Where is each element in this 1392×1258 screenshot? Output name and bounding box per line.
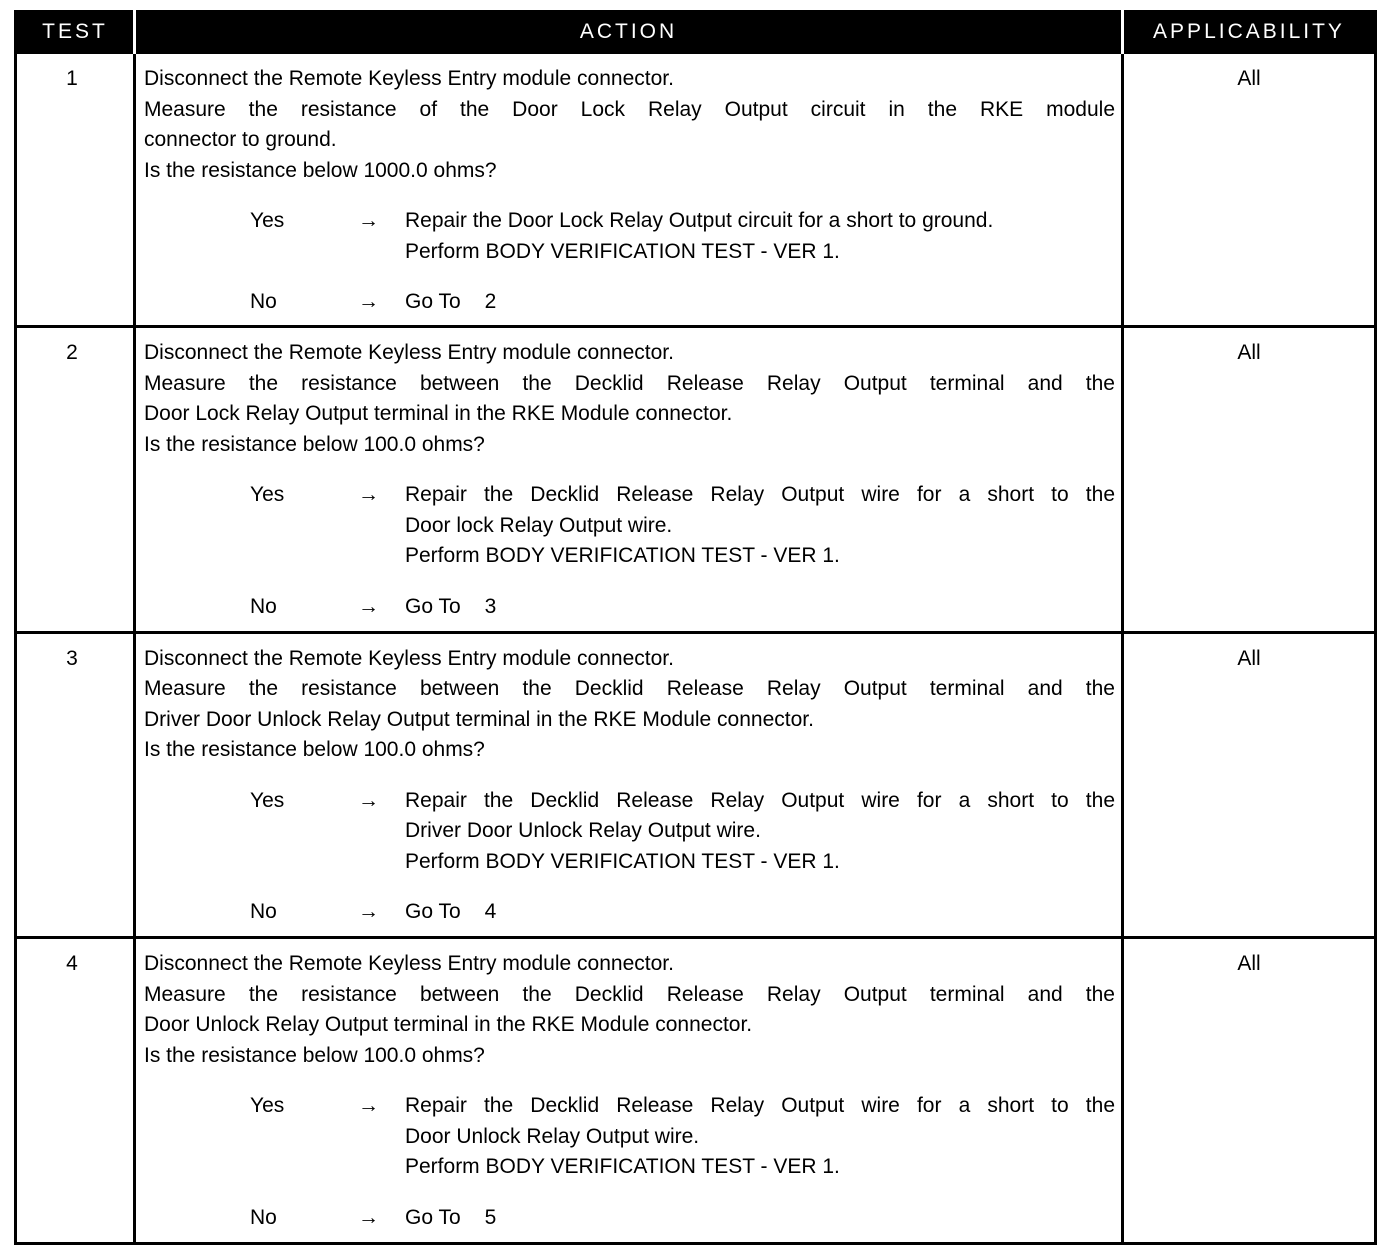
- action-line: Measure the resistance of the Door Lock Relay Output circuit in the RKE module: [144, 97, 1115, 121]
- yes-result: [405, 480, 1115, 572]
- action-line: Measure the resistance between the Decklid Release Relay Output terminal and the: [144, 677, 1115, 701]
- no-result: [405, 592, 1115, 623]
- result-line: Repair the Decklid Release Relay Output wire for a short to the: [405, 788, 1115, 812]
- result-line: Perform BODY VERIFICATION TEST - VER 1.: [405, 849, 840, 873]
- goto-label: Go To: [405, 594, 461, 618]
- action-line: Measure the resistance between the Decklid Release Relay Output terminal and the: [144, 982, 1115, 1006]
- no-outcome: [144, 592, 1115, 623]
- right-arrow-icon: →: [358, 594, 379, 618]
- action-instructions: [144, 338, 1115, 460]
- yes-outcome: [144, 480, 1115, 572]
- result-line: Repair the Door Lock Relay Output circuit for a short to ground.: [405, 209, 994, 232]
- table-row: [16, 938, 1376, 1244]
- right-arrow-icon: →: [358, 209, 379, 232]
- right-arrow-icon: →: [358, 1094, 379, 1118]
- yes-label: Yes: [250, 483, 285, 507]
- yes-label: Yes: [250, 209, 285, 232]
- action-instructions: [144, 64, 1115, 186]
- action-line: connector to ground.: [144, 128, 337, 151]
- header-test: TEST: [42, 20, 108, 43]
- action-instructions: [144, 949, 1115, 1071]
- yes-outcome: [144, 1091, 1115, 1183]
- result-line: Driver Door Unlock Relay Output wire.: [405, 819, 761, 843]
- action-line: Disconnect the Remote Keyless Entry module connector.: [144, 646, 674, 670]
- goto-number: 3: [484, 594, 497, 618]
- table-row: [16, 327, 1376, 633]
- action-question: Is the resistance below 100.0 ohms?: [144, 1043, 485, 1067]
- right-arrow-icon: →: [358, 788, 379, 812]
- yes-label: Yes: [250, 1094, 285, 1118]
- yes-label: Yes: [250, 788, 285, 812]
- table-row: [16, 632, 1376, 938]
- yes-outcome: [144, 206, 1115, 267]
- test-number: 2: [16, 327, 135, 633]
- action-line: Disconnect the Remote Keyless Entry module connector.: [144, 341, 674, 365]
- action-line: Door Unlock Relay Output terminal in the RKE Module connector.: [144, 1013, 753, 1037]
- result-line: Repair the Decklid Release Relay Output wire for a short to the: [405, 1094, 1115, 1118]
- right-arrow-icon: →: [358, 290, 379, 313]
- right-arrow-icon: →: [358, 483, 379, 507]
- result-line: Perform BODY VERIFICATION TEST - VER 1.: [405, 239, 840, 263]
- no-outcome: [144, 897, 1115, 928]
- yes-result: [405, 206, 1115, 267]
- yes-result: [405, 1091, 1115, 1183]
- action-question: Is the resistance below 1000.0 ohms?: [144, 158, 497, 182]
- action-question: Is the resistance below 100.0 ohms?: [144, 432, 485, 456]
- action-line: Door Lock Relay Output terminal in the RKE Module connector.: [144, 402, 733, 426]
- test-number: 3: [16, 632, 135, 938]
- action-cell: [135, 53, 1123, 327]
- header-action: ACTION: [135, 12, 1123, 53]
- test-number: 4: [16, 938, 135, 1244]
- result-line: Door lock Relay Output wire.: [405, 513, 673, 537]
- goto-number: 5: [484, 1205, 497, 1229]
- right-arrow-icon: →: [358, 900, 379, 924]
- no-label: No: [250, 290, 277, 313]
- goto-number: 2: [484, 290, 497, 313]
- result-line: Perform BODY VERIFICATION TEST - VER 1.: [405, 1155, 840, 1179]
- action-cell: [135, 938, 1123, 1244]
- no-label: No: [250, 594, 277, 618]
- result-line: Door Unlock Relay Output wire.: [405, 1124, 700, 1148]
- no-outcome: [144, 287, 1115, 318]
- yes-result: [405, 786, 1115, 878]
- no-result: [405, 897, 1115, 928]
- table-row: [16, 53, 1376, 327]
- action-instructions: [144, 644, 1115, 766]
- no-result: [405, 287, 1115, 318]
- action-cell: [135, 327, 1123, 633]
- action-question: Is the resistance below 100.0 ohms?: [144, 738, 485, 762]
- applicability-value: All: [1123, 632, 1376, 938]
- test-number: 1: [16, 53, 135, 327]
- applicability-value: All: [1123, 53, 1376, 327]
- result-line: Perform BODY VERIFICATION TEST - VER 1.: [405, 544, 840, 568]
- yes-outcome: [144, 786, 1115, 878]
- goto-label: Go To: [405, 1205, 461, 1229]
- applicability-value: All: [1123, 938, 1376, 1244]
- action-line: Disconnect the Remote Keyless Entry module connector.: [144, 67, 674, 90]
- goto-label: Go To: [405, 290, 461, 313]
- goto-number: 4: [484, 900, 497, 924]
- goto-label: Go To: [405, 900, 461, 924]
- action-line: Driver Door Unlock Relay Output terminal in the RKE Module connector.: [144, 707, 814, 731]
- no-result: [405, 1203, 1115, 1234]
- diagnostic-test-table: [14, 10, 1377, 1245]
- applicability-value: All: [1123, 327, 1376, 633]
- action-line: Measure the resistance between the Decklid Release Relay Output terminal and the: [144, 371, 1115, 395]
- header-applicability: APPLICABILITY: [1123, 12, 1376, 53]
- no-outcome: [144, 1203, 1115, 1234]
- no-label: No: [250, 1205, 277, 1229]
- action-line: Disconnect the Remote Keyless Entry module connector.: [144, 952, 674, 976]
- action-cell: [135, 632, 1123, 938]
- no-label: No: [250, 900, 277, 924]
- table-header-row: [16, 12, 1376, 53]
- right-arrow-icon: →: [358, 1205, 379, 1229]
- result-line: Repair the Decklid Release Relay Output wire for a short to the: [405, 483, 1115, 507]
